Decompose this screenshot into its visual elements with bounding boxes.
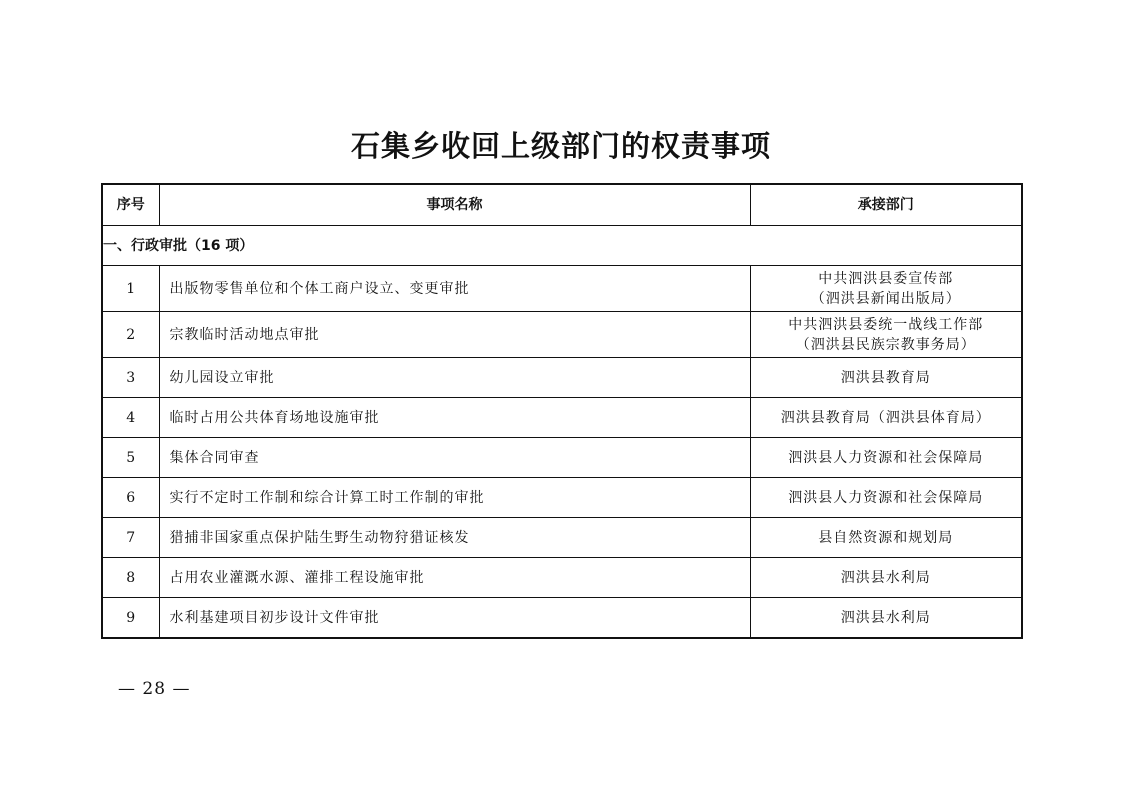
department-line: 中共泗洪县委宣传部 (818, 270, 954, 287)
table-row (102, 478, 1022, 518)
row-item-name: 出版物零售单位和个体工商户设立、变更审批 (159, 266, 750, 312)
row-item-name: 占用农业灌溉水源、灌排工程设施审批 (159, 558, 750, 598)
authority-table (101, 183, 1023, 639)
row-seq: 6 (102, 478, 159, 518)
header-seq: 序号 (102, 184, 159, 226)
row-item-name: 集体合同审查 (159, 438, 750, 478)
table-row (102, 266, 1022, 312)
table-row (102, 598, 1022, 639)
table-row (102, 358, 1022, 398)
header-item-name: 事项名称 (159, 184, 750, 226)
table-row (102, 398, 1022, 438)
row-seq: 8 (102, 558, 159, 598)
row-department: 泗洪县人力资源和社会保障局 (750, 478, 1022, 518)
row-department: 县自然资源和规划局 (750, 518, 1022, 558)
section-row (102, 226, 1022, 266)
row-seq: 4 (102, 398, 159, 438)
row-item-name: 猎捕非国家重点保护陆生野生动物狩猎证核发 (159, 518, 750, 558)
table-row (102, 518, 1022, 558)
page-title: 石集乡收回上级部门的权责事项 (350, 129, 771, 163)
row-department: 泗洪县教育局（泗洪县体育局） (750, 398, 1022, 438)
row-item-name: 宗教临时活动地点审批 (159, 312, 750, 358)
row-department: 泗洪县人力资源和社会保障局 (750, 438, 1022, 478)
row-item-name: 实行不定时工作制和综合计算工时工作制的审批 (159, 478, 750, 518)
department-line: 中共泗洪县委统一战线工作部 (788, 316, 984, 333)
header-department: 承接部门 (750, 184, 1022, 226)
table-row (102, 438, 1022, 478)
section-title: 一、行政审批（16 项） (102, 226, 1022, 266)
row-department (750, 266, 1022, 312)
row-seq: 5 (102, 438, 159, 478)
row-seq: 3 (102, 358, 159, 398)
row-department: 泗洪县教育局 (750, 358, 1022, 398)
table-header-row (102, 184, 1022, 226)
row-seq: 1 (102, 266, 159, 312)
row-item-name: 幼儿园设立审批 (159, 358, 750, 398)
row-item-name: 临时占用公共体育场地设施审批 (159, 398, 750, 438)
row-seq: 9 (102, 598, 159, 639)
row-seq: 7 (102, 518, 159, 558)
page-number: — 28 — (118, 679, 191, 699)
row-department: 泗洪县水利局 (750, 558, 1022, 598)
row-department: 泗洪县水利局 (750, 598, 1022, 639)
table-row (102, 312, 1022, 358)
row-department (750, 312, 1022, 358)
department-line: （泗洪县新闻出版局） (810, 290, 961, 307)
table-row (102, 558, 1022, 598)
department-line: （泗洪县民族宗教事务局） (795, 336, 976, 353)
row-item-name: 水利基建项目初步设计文件审批 (159, 598, 750, 639)
row-seq: 2 (102, 312, 159, 358)
